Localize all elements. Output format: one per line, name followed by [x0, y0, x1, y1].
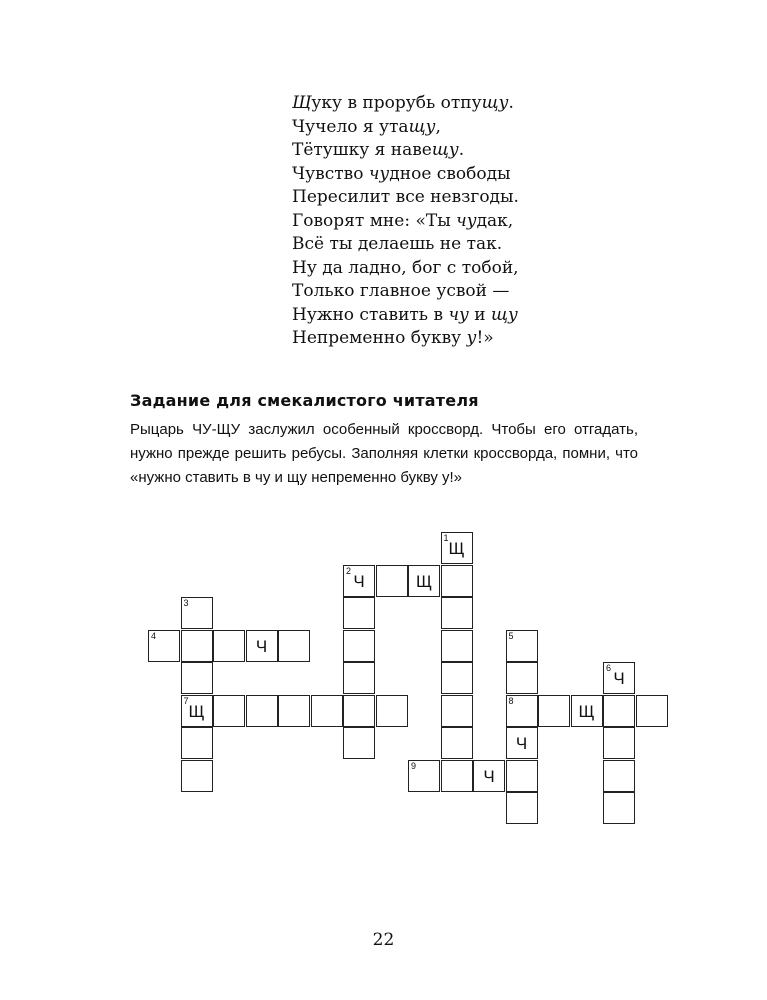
cell-letter: Ч [515, 734, 528, 753]
crossword-cell[interactable] [343, 727, 375, 759]
crossword-cell[interactable] [538, 695, 570, 727]
cell-letter: Щ [448, 539, 465, 558]
crossword-cell[interactable] [506, 792, 538, 824]
crossword-cell[interactable] [506, 662, 538, 694]
crossword-cell[interactable] [213, 695, 245, 727]
cell-letter: Ч [483, 766, 495, 786]
crossword-cell[interactable] [441, 597, 473, 629]
crossword-cell[interactable] [603, 662, 635, 694]
clue-number: 5 [508, 630, 514, 641]
crossword-cell[interactable] [181, 760, 213, 792]
cell-letter: Щ [578, 701, 595, 721]
crossword-cell[interactable] [603, 695, 635, 727]
crossword-cell[interactable] [408, 760, 440, 792]
clue-number: 1 [443, 533, 449, 543]
clue-number: 2 [346, 565, 352, 576]
task-line: Рыцарь ЧУ-ЩУ заслужил особенный кроссворд. Чтобы его отгадать, [130, 421, 638, 438]
crossword-cell[interactable] [408, 565, 440, 597]
crossword-cell[interactable] [246, 630, 278, 662]
crossword-cell[interactable] [181, 695, 213, 727]
crossword-cell[interactable] [246, 695, 278, 727]
crossword-cell[interactable] [181, 662, 213, 694]
crossword-cell[interactable] [311, 695, 343, 727]
poem-line: Ну да ладно, бог с тобой, [292, 257, 519, 278]
crossword-cell[interactable] [376, 695, 408, 727]
crossword-cell[interactable] [473, 760, 505, 792]
poem-line: Всё ты делаешь не так. [292, 234, 503, 254]
crossword-cell[interactable] [343, 630, 375, 662]
cell-letter: Щ [188, 701, 205, 721]
page-number: 22 [372, 930, 395, 950]
poem-line: Непременно букву у!» [292, 328, 494, 348]
crossword-cell[interactable] [278, 695, 310, 727]
crossword-cell[interactable] [148, 630, 180, 662]
crossword-cell[interactable] [343, 662, 375, 694]
cell-letter: Щ [416, 571, 432, 591]
clue-number: 4 [151, 630, 157, 641]
poem-line: Чувство чудное свободы [292, 163, 511, 184]
poem-line: Нужно ставить в чу и щу [292, 304, 518, 325]
crossword-cell[interactable] [506, 727, 538, 759]
crossword-cell[interactable] [441, 630, 473, 662]
crossword-cell[interactable] [376, 565, 408, 597]
crossword-cell[interactable] [441, 662, 473, 694]
crossword-cell[interactable] [181, 727, 213, 759]
crossword-cell[interactable] [213, 630, 245, 662]
poem-line: Чучело я утащу, [292, 116, 441, 137]
crossword-cell[interactable] [441, 727, 473, 759]
crossword-cell[interactable] [603, 792, 635, 824]
poem-line: Только главное усвой — [292, 281, 510, 301]
cell-letter: Ч [353, 571, 365, 591]
task-title: Задание для смекалистого читателя [130, 391, 479, 410]
crossword-cell[interactable] [343, 695, 375, 727]
crossword-cell[interactable] [441, 760, 473, 792]
clue-number: 7 [183, 695, 189, 706]
crossword-cell[interactable] [571, 695, 603, 727]
poem-line: Тётушку я навещу. [292, 140, 465, 160]
crossword-cell[interactable] [441, 695, 473, 727]
poem-line: Пересилит все невзгоды. [292, 187, 519, 207]
task-line: «нужно ставить в чу и щу непременно букву у!» [130, 469, 463, 486]
clue-number: 9 [411, 760, 417, 771]
crossword-cell[interactable] [603, 760, 635, 792]
crossword-cell[interactable] [506, 695, 538, 727]
crossword-cell[interactable] [603, 727, 635, 759]
cell-letter: Ч [613, 669, 625, 688]
clue-number: 8 [508, 695, 514, 706]
cell-letter: Ч [255, 636, 268, 656]
crossword-cell[interactable] [441, 532, 473, 564]
poem-line: Говорят мне: «Ты чудак, [292, 210, 514, 231]
crossword-cell[interactable] [343, 597, 375, 629]
crossword-cell[interactable] [278, 630, 310, 662]
crossword-cell[interactable] [506, 760, 538, 792]
clue-number: 3 [183, 598, 189, 608]
clue-number: 6 [606, 663, 612, 673]
task-line: нужно прежде решить ребусы. Заполняя клетки кроссворда, помни, что [130, 445, 638, 462]
poem-line: Щуку в прорубь отпущу. [292, 93, 514, 113]
crossword-cell[interactable] [181, 630, 213, 662]
crossword-cell[interactable] [181, 597, 213, 629]
crossword-cell[interactable] [343, 565, 375, 597]
crossword-cell[interactable] [441, 565, 473, 597]
crossword-cell[interactable] [506, 630, 538, 662]
crossword-cell[interactable] [636, 695, 668, 727]
